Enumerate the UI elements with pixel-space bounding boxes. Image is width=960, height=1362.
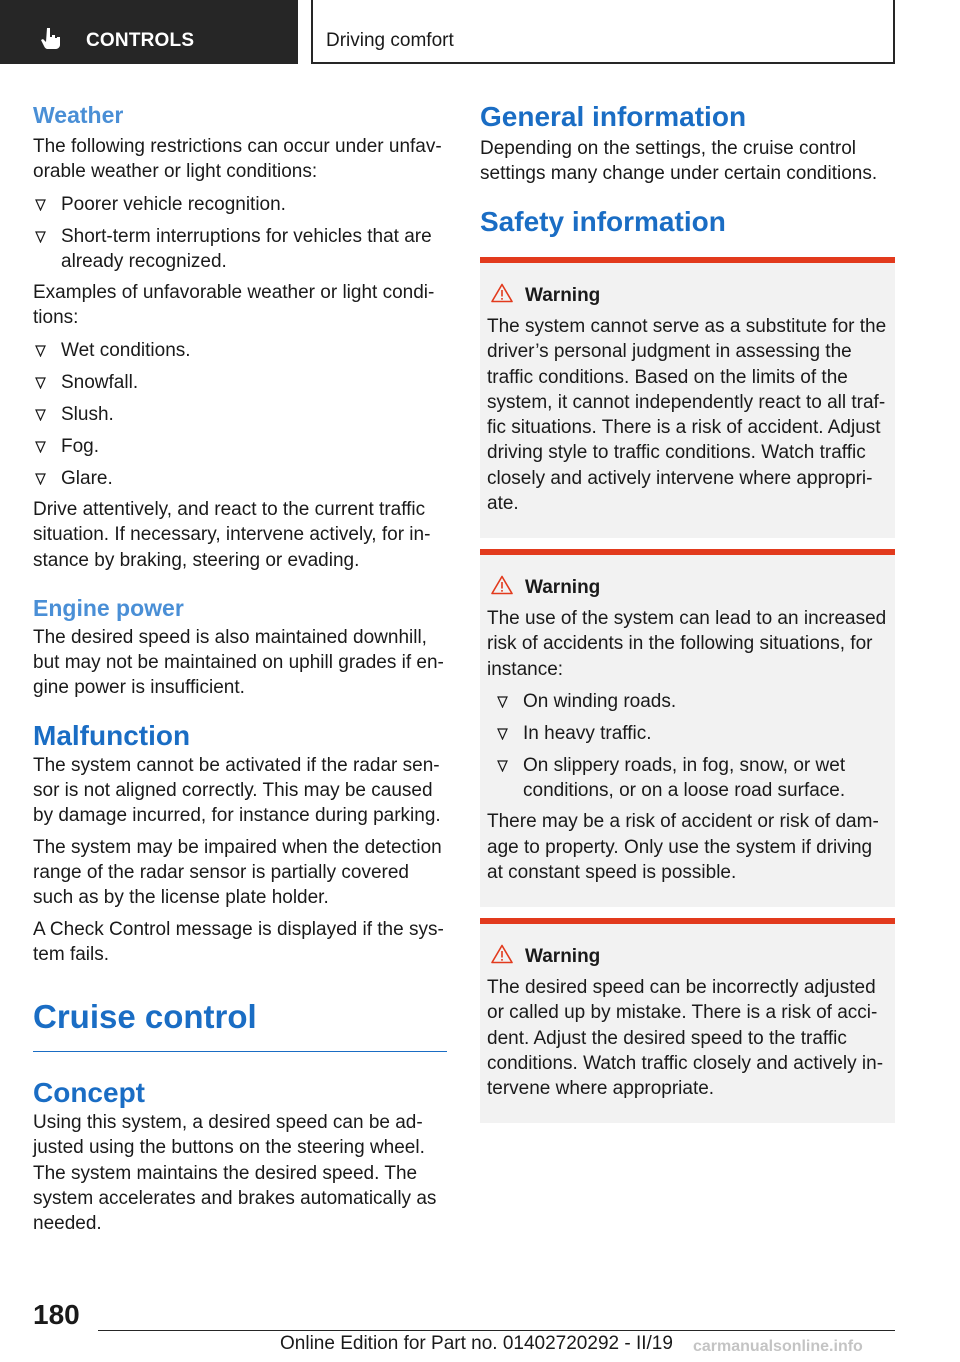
footer-rule (98, 1330, 895, 1331)
warning-box (480, 257, 895, 538)
malfunction-text-2: The system may be impaired when the detection range of the radar sensor is partially covered such as by the license plate holder. (33, 836, 442, 909)
malfunction-heading: Malfunction (33, 719, 191, 751)
triangle-bullet-icon (497, 696, 508, 708)
safety-information-heading: Safety information (480, 205, 726, 237)
chapter-tab (311, 0, 895, 64)
section-tab (0, 0, 298, 64)
section-title: CONTROLS (86, 30, 195, 51)
warning-title: Warning (525, 577, 601, 598)
concept-text: Using this system, a desired speed can be adjusted using the buttons on the steering wheel. The system maintains the desired speed. The system accelerates and brakes automatically as needed. (33, 1112, 437, 1235)
warning-text: The system cannot serve as a substitute for the driver’s personal judgment in assessing the traffic conditions. Based on the limits of the system, it cannot independently react to all traffic situations. There is a risk of accident. Adjust driving style to traffic conditions. Watch traffic closely and actively intervene where appropriate. (487, 316, 887, 515)
warning-triangle-icon (491, 944, 513, 964)
list-item: Wet conditions. (33, 338, 447, 363)
list-item: Fog. (33, 434, 447, 459)
weather-heading: Weather (33, 102, 124, 128)
warning-text: The desired speed can be incorrectly adjusted or called up by mistake. There is a risk of accident. Adjust the desired speed to the traffic conditions. Watch traffic closely and actively intervene where appropriate. (487, 977, 884, 1100)
edition-text: Online Edition for Part no. 01402720292 - II/19 (280, 1333, 673, 1354)
right-column (480, 100, 895, 239)
warning-text: The use of the system can lead to an increased risk of accidents in the following situations, for instance: (487, 608, 887, 680)
weather-intro: The following restrictions can occur under unfavorable weather or light conditions: (33, 136, 442, 183)
situations-list (495, 689, 888, 804)
warning-box (480, 918, 895, 1123)
watermark: carmanualsonline.info (693, 1338, 863, 1355)
list-item: Short-term interruptions for vehicles that are already recognized. (33, 224, 447, 275)
list-item: In heavy traffic. (495, 721, 888, 746)
warning-triangle-icon (491, 283, 513, 303)
triangle-bullet-icon (35, 199, 46, 211)
malfunction-text-1: The system cannot be activated if the radar sensor is not aligned correctly. This may be caused by damage incurred, for instance during parking. (33, 754, 441, 827)
list-item: Glare. (33, 466, 447, 491)
hand-pointer-icon (40, 26, 64, 50)
triangle-bullet-icon (497, 760, 508, 772)
engine-power-text: The desired speed is also maintained downhill, but may not be maintained on uphill grades if engine power is insufficient. (33, 626, 444, 699)
left-column (33, 100, 447, 1237)
triangle-bullet-icon (497, 728, 508, 740)
warning-triangle-icon (491, 575, 513, 595)
warning-text-after: There may be a risk of accident or risk of damage to property. Only use the system if driving at constant speed is possible. (487, 811, 879, 884)
warning-title: Warning (525, 285, 601, 306)
triangle-bullet-icon (35, 441, 46, 453)
list-item: On slippery roads, in fog, snow, or wet conditions, or on a loose road surface. (495, 753, 888, 804)
triangle-bullet-icon (35, 409, 46, 421)
concept-heading: Concept (33, 1077, 145, 1109)
list-item: Snowfall. (33, 370, 447, 395)
warning-title: Warning (525, 946, 601, 967)
general-information-heading: General information (480, 101, 747, 132)
triangle-bullet-icon (35, 231, 46, 243)
malfunction-text-3: A Check Control message is displayed if the system fails. (33, 918, 444, 965)
page-number: 180 (33, 1299, 80, 1330)
weather-advice: Drive attentively, and react to the current traffic situation. If necessary, intervene actively, for instance by braking, steering or evading. (33, 499, 431, 571)
engine-power-heading: Engine power (33, 594, 184, 621)
list-item: Poorer vehicle recognition. (33, 192, 447, 217)
general-information-text: Depending on the settings, the cruise control settings many change under certain conditions. (480, 138, 878, 185)
list-item: On winding roads. (495, 689, 888, 714)
examples-list (33, 338, 447, 491)
examples-intro: Examples of unfavorable weather or light conditions: (33, 282, 435, 329)
heading-rule (33, 1051, 447, 1052)
triangle-bullet-icon (35, 473, 46, 485)
triangle-bullet-icon (35, 345, 46, 357)
list-item: Slush. (33, 402, 447, 427)
cruise-control-heading: Cruise control (33, 998, 257, 1036)
chapter-title: Driving comfort (326, 30, 454, 51)
restrictions-list (33, 192, 447, 275)
triangle-bullet-icon (35, 377, 46, 389)
warning-box (480, 549, 895, 907)
